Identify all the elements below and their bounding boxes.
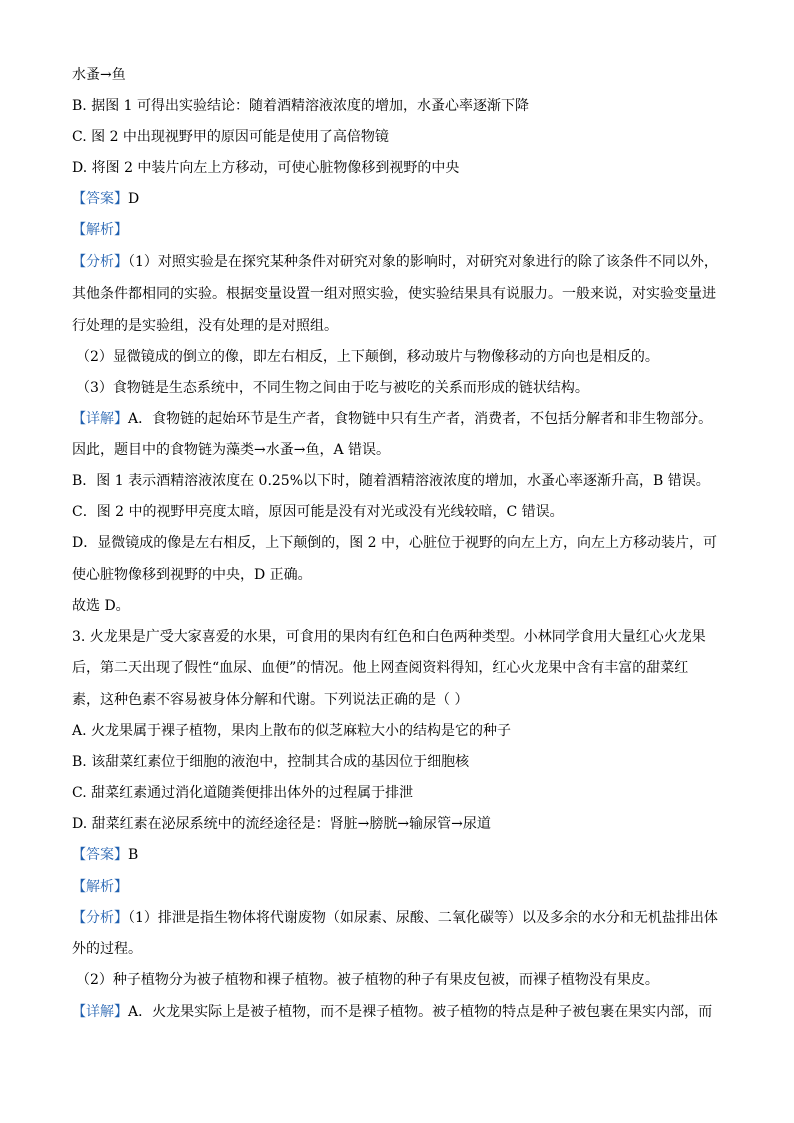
q2-fenxi-line — [72, 253, 718, 271]
paragraph-line: 外的过程。 — [72, 941, 142, 957]
q3-option-c: C. 甜菜红素通过消化道随粪便排出体外的过程属于排泄 — [72, 785, 414, 801]
q3-option-b: B. 该甜菜红素位于细胞的液泡中，控制其合成的基因位于细胞核 — [72, 754, 470, 770]
detail-tag: 【详解】 — [72, 1004, 128, 1020]
paragraph-line: 因此，题目中的食物链为藻类→水蚤→鱼，A 错误。 — [72, 442, 391, 458]
analysis-tag: 【解析】 — [72, 879, 128, 895]
paragraph-line: B．图 1 表示酒精溶液浓度在 0.25%以下时，随着酒精溶液浓度的增加，水蚤心率逐渐升高，B 错误。 — [72, 473, 710, 489]
detail-tag: 【详解】 — [72, 411, 128, 427]
q3-option-d: D. 甜菜红素在泌尿系统中的流经途径是：肾脏→膀胱→输尿管→尿道 — [72, 816, 491, 832]
q3-detail-line — [72, 1003, 712, 1021]
paragraph-line: （3）食物链是生态系统中，不同生物之间由于吃与被吃的关系而形成的链状结构。 — [76, 380, 589, 396]
answer-tag: 【答案】 — [72, 847, 128, 863]
q3-stem-line: 素，这种色素不容易被身体分解和代谢。下列说法正确的是（ ） — [72, 692, 469, 708]
q3-fenxi-line — [72, 909, 718, 927]
paragraph-line: 故选 D。 — [72, 598, 130, 614]
paragraph-line: D．显微镜成的像是左右相反，上下颠倒的，图 2 中，心脏位于视野的向左上方，向左上方移动装片，可 — [72, 535, 718, 551]
paragraph-line: 行处理的是实验组，没有处理的是对照组。 — [72, 318, 338, 334]
q2-option-d: D. 将图 2 中装片向左上方移动，可使心脏物像移到视野的中央 — [72, 160, 460, 176]
detail-text: A．火龙果实际上是被子植物，而不是裸子植物。被子植物的特点是种子被包裹在果实内部，而 — [128, 1004, 713, 1020]
paragraph-line: （2）显微镜成的倒立的像，即左右相反，上下颠倒，移动玻片与物像移动的方向也是相反的。 — [76, 349, 659, 365]
detail-text: A．食物链的起始环节是生产者，食物链中只有生产者，消费者，不包括分解者和非生物部分。 — [128, 411, 713, 427]
paragraph-line: 使心脏物像移到视野的中央，D 正确。 — [72, 567, 312, 583]
q2-option-b: B. 据图 1 可得出实验结论：随着酒精溶液浓度的增加，水蚤心率逐渐下降 — [72, 98, 529, 114]
analysis-tag: 【解析】 — [72, 222, 128, 238]
q3-option-a: A. 火龙果属于裸子植物，果肉上散布的似芝麻粒大小的结构是它的种子 — [72, 723, 512, 739]
q3-stem-line: 3. 火龙果是广受大家喜爱的水果，可食用的果肉有红色和白色两种类型。小林同学食用大量红心火龙果 — [72, 629, 706, 645]
paragraph-line: 其他条件都相同的实验。根据变量设置一组对照实验，使实验结果具有说服力。一般来说，对实验变量进 — [72, 286, 716, 302]
answer-value: B — [128, 847, 139, 863]
fenxi-tag: 【分析】 — [72, 910, 128, 926]
fenxi-text: （1）排泄是指生物体将代谢废物（如尿素、尿酸、二氧化碳等）以及多余的水分和无机盐排出体 — [128, 910, 718, 926]
paragraph-line: C．图 2 中的视野甲亮度太暗，原因可能是没有对光或没有光线较暗，C 错误。 — [72, 504, 564, 520]
paragraph-line: （2）种子植物分为被子植物和裸子植物。被子植物的种子有果皮包被，而裸子植物没有果皮。 — [76, 972, 659, 988]
fenxi-tag: 【分析】 — [72, 254, 128, 270]
q2-option-c: C. 图 2 中出现视野甲的原因可能是使用了高倍物镜 — [72, 129, 389, 145]
q2-answer-line — [72, 190, 139, 208]
answer-value: D — [128, 191, 140, 207]
q3-answer-line — [72, 846, 138, 864]
q2-detail-line — [72, 410, 712, 428]
q2-option-a-tail: 水蚤→鱼 — [72, 67, 126, 83]
answer-tag: 【答案】 — [72, 191, 128, 207]
q3-stem-line: 后，第二天出现了假性“血尿、血便”的情况。他上网查阅资料得知，红心火龙果中含有丰富的甜菜红 — [72, 660, 689, 676]
fenxi-text: （1）对照实验是在探究某种条件对研究对象的影响时，对研究对象进行的除了该条件不同以外， — [128, 254, 718, 270]
